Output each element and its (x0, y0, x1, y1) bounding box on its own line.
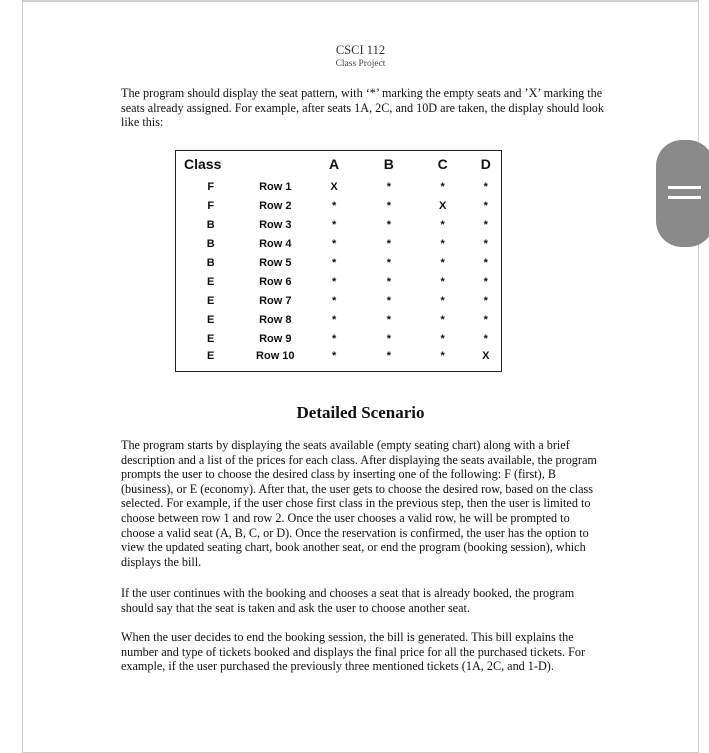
seat-cell: * (386, 294, 391, 307)
row-label-cell: Row 5 (259, 256, 292, 269)
seat-cell: * (483, 332, 488, 345)
booked-seat-paragraph: If the user continues with the booking and chooses a seat that is already booked, the program should say that the seat is taken and ask the user to choose another seat. (121, 586, 575, 615)
course-subtitle: Class Project (335, 59, 386, 69)
seat-cell: * (483, 237, 488, 250)
class-cell: E (207, 275, 215, 288)
seat-cell: * (331, 294, 337, 307)
seat-cell: * (440, 350, 445, 362)
class-cell: B (206, 256, 215, 269)
seat-cell: * (386, 237, 391, 250)
table-row (176, 196, 502, 215)
table-header-b: B (383, 156, 394, 172)
course-title: CSCI 112 (335, 43, 386, 57)
seat-chart-table (175, 150, 502, 372)
class-cell: F (207, 180, 215, 193)
class-cell: E (207, 294, 215, 307)
seat-cell: * (386, 218, 391, 231)
seat-cell: * (331, 199, 337, 212)
table-row (176, 177, 502, 196)
table-row (176, 253, 502, 272)
seat-cell: * (440, 275, 445, 288)
seat-cell: * (331, 332, 337, 345)
table-row (176, 291, 502, 310)
seat-cell: * (386, 199, 391, 212)
document-page (22, 0, 699, 753)
table-header-class: Class (184, 156, 222, 172)
seat-cell: * (386, 180, 391, 193)
table-row (176, 329, 502, 348)
seat-table-header-row (176, 151, 502, 178)
seat-cell: * (483, 218, 488, 231)
seat-cell: * (440, 313, 445, 326)
seat-cell: * (331, 218, 337, 231)
table-row (176, 348, 502, 372)
row-label-cell: Row 9 (259, 332, 292, 345)
row-label-cell: Row 4 (259, 237, 292, 250)
seat-cell: * (386, 256, 391, 269)
class-cell: E (207, 332, 215, 345)
seat-cell: * (483, 199, 488, 212)
intro-paragraph: The program should display the seat pattern, with ‘*’ marking the empty seats and ’X’ marking the seats already assigned. For example, after seats 1A, 2C, and 10D are taken, the display should look like this: (121, 86, 604, 130)
scroll-handle[interactable] (656, 140, 709, 247)
table-header-c: C (437, 156, 448, 172)
bill-paragraph: When the user decides to end the booking session, the bill is generated. This bill explains the number and type of tickets booked and displays the final price for all the purchased tickets. For example, if the user purchased the previously three mentioned tickets (1A, 2C, and 1-D). (121, 630, 586, 674)
seat-cell: * (440, 180, 445, 193)
seat-cell: * (331, 350, 337, 362)
table-row (176, 272, 502, 291)
seat-cell: * (331, 256, 337, 269)
seat-cell: * (331, 313, 337, 326)
seat-cell: * (386, 275, 391, 288)
class-cell: B (206, 218, 215, 231)
row-label-cell: Row 7 (259, 294, 292, 307)
table-header-row (245, 151, 305, 178)
seat-cell: X (330, 180, 338, 193)
seat-cell: * (483, 294, 488, 307)
row-label-cell: Row 2 (259, 199, 292, 212)
row-label-cell: Row 3 (259, 218, 292, 231)
class-cell: F (207, 199, 215, 212)
seat-cell: * (331, 275, 337, 288)
seat-cell: X (482, 350, 490, 362)
row-label-cell: Row 10 (256, 350, 295, 362)
table-header-a: A (329, 156, 340, 172)
class-cell: E (207, 350, 215, 362)
row-label-cell: Row 6 (259, 275, 292, 288)
scenario-paragraph: The program starts by displaying the seats available (empty seating chart) along with a brief description and a list of the prices for each class. After displaying the seats available, the program prompts the user to choose the desired class by inserting one of the following: F (first), B (business), or E (economy). After that, the user gets to choose the desired row, based on the class selected. For example, if the user chose first class in the previous step, then the user is limited to choose between row 1 and row 2. Once the user chooses a valid row, he will be prompted to choose a valid seat (A, B, C, or D). Once the reservation is confirmed, the user has the option to view the updated seating chart, book another seat, or end the program (booking session), which displays the bill. (121, 438, 597, 569)
seat-cell: * (440, 256, 445, 269)
row-label-cell: Row 1 (259, 180, 292, 193)
table-row (176, 234, 502, 253)
seat-cell: * (440, 332, 445, 345)
section-heading: Detailed Scenario (296, 403, 425, 422)
seat-cell: * (483, 275, 488, 288)
table-row (176, 310, 502, 329)
seat-cell: * (483, 256, 488, 269)
seat-cell: * (440, 237, 445, 250)
table-row (176, 215, 502, 234)
table-header-d: D (480, 156, 491, 172)
seat-cell: * (483, 180, 488, 193)
seat-cell: * (331, 237, 337, 250)
row-label-cell: Row 8 (259, 313, 292, 326)
seat-cell: * (386, 332, 391, 345)
seat-cell: * (440, 218, 445, 231)
class-cell: B (206, 237, 215, 250)
seat-cell: * (386, 350, 391, 362)
seat-cell: * (483, 313, 488, 326)
seat-cell: * (440, 294, 445, 307)
class-cell: E (207, 313, 215, 326)
seat-cell: * (386, 313, 391, 326)
seat-cell: X (438, 199, 447, 212)
